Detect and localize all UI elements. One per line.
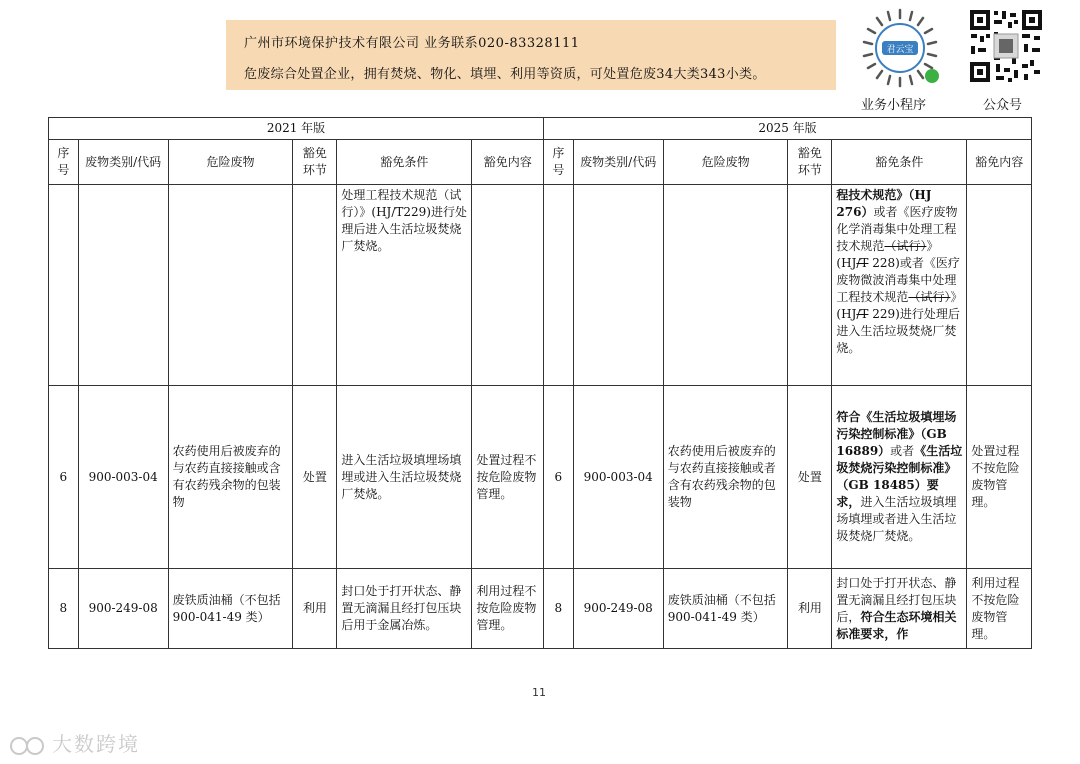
waste-description: 农药使用后被废弃的与农药直接接触或含有农药残余物的包装物 bbox=[168, 386, 293, 569]
condition-2021-cell: 进入生活垃圾填埋场填埋或进入生活垃圾焚烧厂焚烧。 bbox=[337, 386, 472, 569]
waste-description: 废铁质油桶（不包括 900-041-49 类） bbox=[168, 569, 293, 649]
header-content: 豁免内容 bbox=[472, 140, 544, 185]
qr-center-label: 君云宝 bbox=[886, 45, 914, 55]
exemption-stage: 利用 bbox=[293, 569, 337, 649]
table-row bbox=[49, 185, 1032, 386]
header-content: 豁免内容 bbox=[967, 140, 1032, 185]
version-2021-heading: 2021 年版 bbox=[49, 118, 544, 140]
header-code: 废物类别/代码 bbox=[573, 140, 663, 185]
condition-2025-cell: 程技术规范》（HJ 276）或者《医疗废物化学消毒集中处理工程技术规范（试行）》(HJ/T 228)或者《医疗废物微波消毒集中处理工程技术规范（试行）》(HJ/T 229)进行处理后进入生活垃圾焚烧厂焚烧。 bbox=[832, 185, 967, 386]
version-2025-heading: 2025 年版 bbox=[544, 118, 1032, 140]
exemption-stage: 利用 bbox=[788, 569, 832, 649]
condition-2021-cell: 封口处于打开状态、静置无滴漏且经打包压块后用于金属冶炼。 bbox=[337, 569, 472, 649]
watermark-logo-icon bbox=[8, 735, 46, 757]
waste-description: 废铁质油桶（不包括 900-041-49 类） bbox=[663, 569, 788, 649]
page-number: 11 bbox=[532, 686, 546, 699]
header-condition: 豁免条件 bbox=[337, 140, 472, 185]
mini-program-caption: 业务小程序 bbox=[861, 98, 927, 113]
exemption-content: 利用过程不按危险废物管理。 bbox=[472, 569, 544, 649]
table-row bbox=[49, 569, 1032, 649]
condition-2025-cell: 封口处于打开状态、静置无滴漏且经打包压块后，符合生态环境相关标准要求，作 bbox=[832, 569, 967, 649]
header-condition: 豁免条件 bbox=[832, 140, 967, 185]
header-stage: 豁免环节 bbox=[293, 140, 337, 185]
condition-2025-cell: 符合《生活垃圾填埋场污染控制标准》（GB 16889）或者《生活垃圾焚烧污染控制标准》（GB 18485）要求，进入生活垃圾填埋场填埋或者进入生活垃圾焚烧厂焚烧。 bbox=[832, 386, 967, 569]
waste-code: 900-249-08 bbox=[573, 569, 663, 649]
exemption-comparison-table bbox=[48, 117, 1032, 649]
row-number: 8 bbox=[544, 569, 574, 649]
row-number: 6 bbox=[49, 386, 79, 569]
header-code: 废物类别/代码 bbox=[78, 140, 168, 185]
exemption-content: 处置过程不按危险废物管理。 bbox=[967, 386, 1032, 569]
public-account-caption: 公众号 bbox=[983, 98, 1023, 113]
waste-code: 900-249-08 bbox=[78, 569, 168, 649]
row-number: 6 bbox=[544, 386, 574, 569]
header-no: 序号 bbox=[49, 140, 79, 185]
exemption-stage: 处置 bbox=[293, 386, 337, 569]
exemption-stage: 处置 bbox=[788, 386, 832, 569]
watermark bbox=[8, 728, 140, 757]
condition-2021-cell: 处理工程技术规范（试行）》(HJ/T229)进行处理后进入生活垃圾焚烧厂焚烧。 bbox=[337, 185, 472, 386]
waste-description: 农药使用后被废弃的与农药直接接触或者含有农药残余物的包装物 bbox=[663, 386, 788, 569]
header-waste: 危险废物 bbox=[168, 140, 293, 185]
exemption-content: 处置过程不按危险废物管理。 bbox=[472, 386, 544, 569]
exemption-content: 利用过程不按危险废物管理。 bbox=[967, 569, 1032, 649]
banner-line-1: 广州市环境保护技术有限公司 业务联系020-83328111 bbox=[244, 36, 580, 51]
header-stage: 豁免环节 bbox=[788, 140, 832, 185]
table-row bbox=[49, 386, 1032, 569]
mini-program-qr-code[interactable] bbox=[852, 4, 948, 90]
watermark-text: 大数跨境 bbox=[52, 732, 140, 756]
header-waste: 危险废物 bbox=[663, 140, 788, 185]
waste-code: 900-003-04 bbox=[573, 386, 663, 569]
header-banner bbox=[226, 20, 836, 90]
header-no: 序号 bbox=[544, 140, 574, 185]
waste-code: 900-003-04 bbox=[78, 386, 168, 569]
banner-line-2: 危废综合处置企业，拥有焚烧、物化、填埋、利用等资质，可处置危废34大类343小类。 bbox=[244, 67, 766, 82]
row-number: 8 bbox=[49, 569, 79, 649]
public-account-qr-code[interactable] bbox=[968, 8, 1044, 84]
